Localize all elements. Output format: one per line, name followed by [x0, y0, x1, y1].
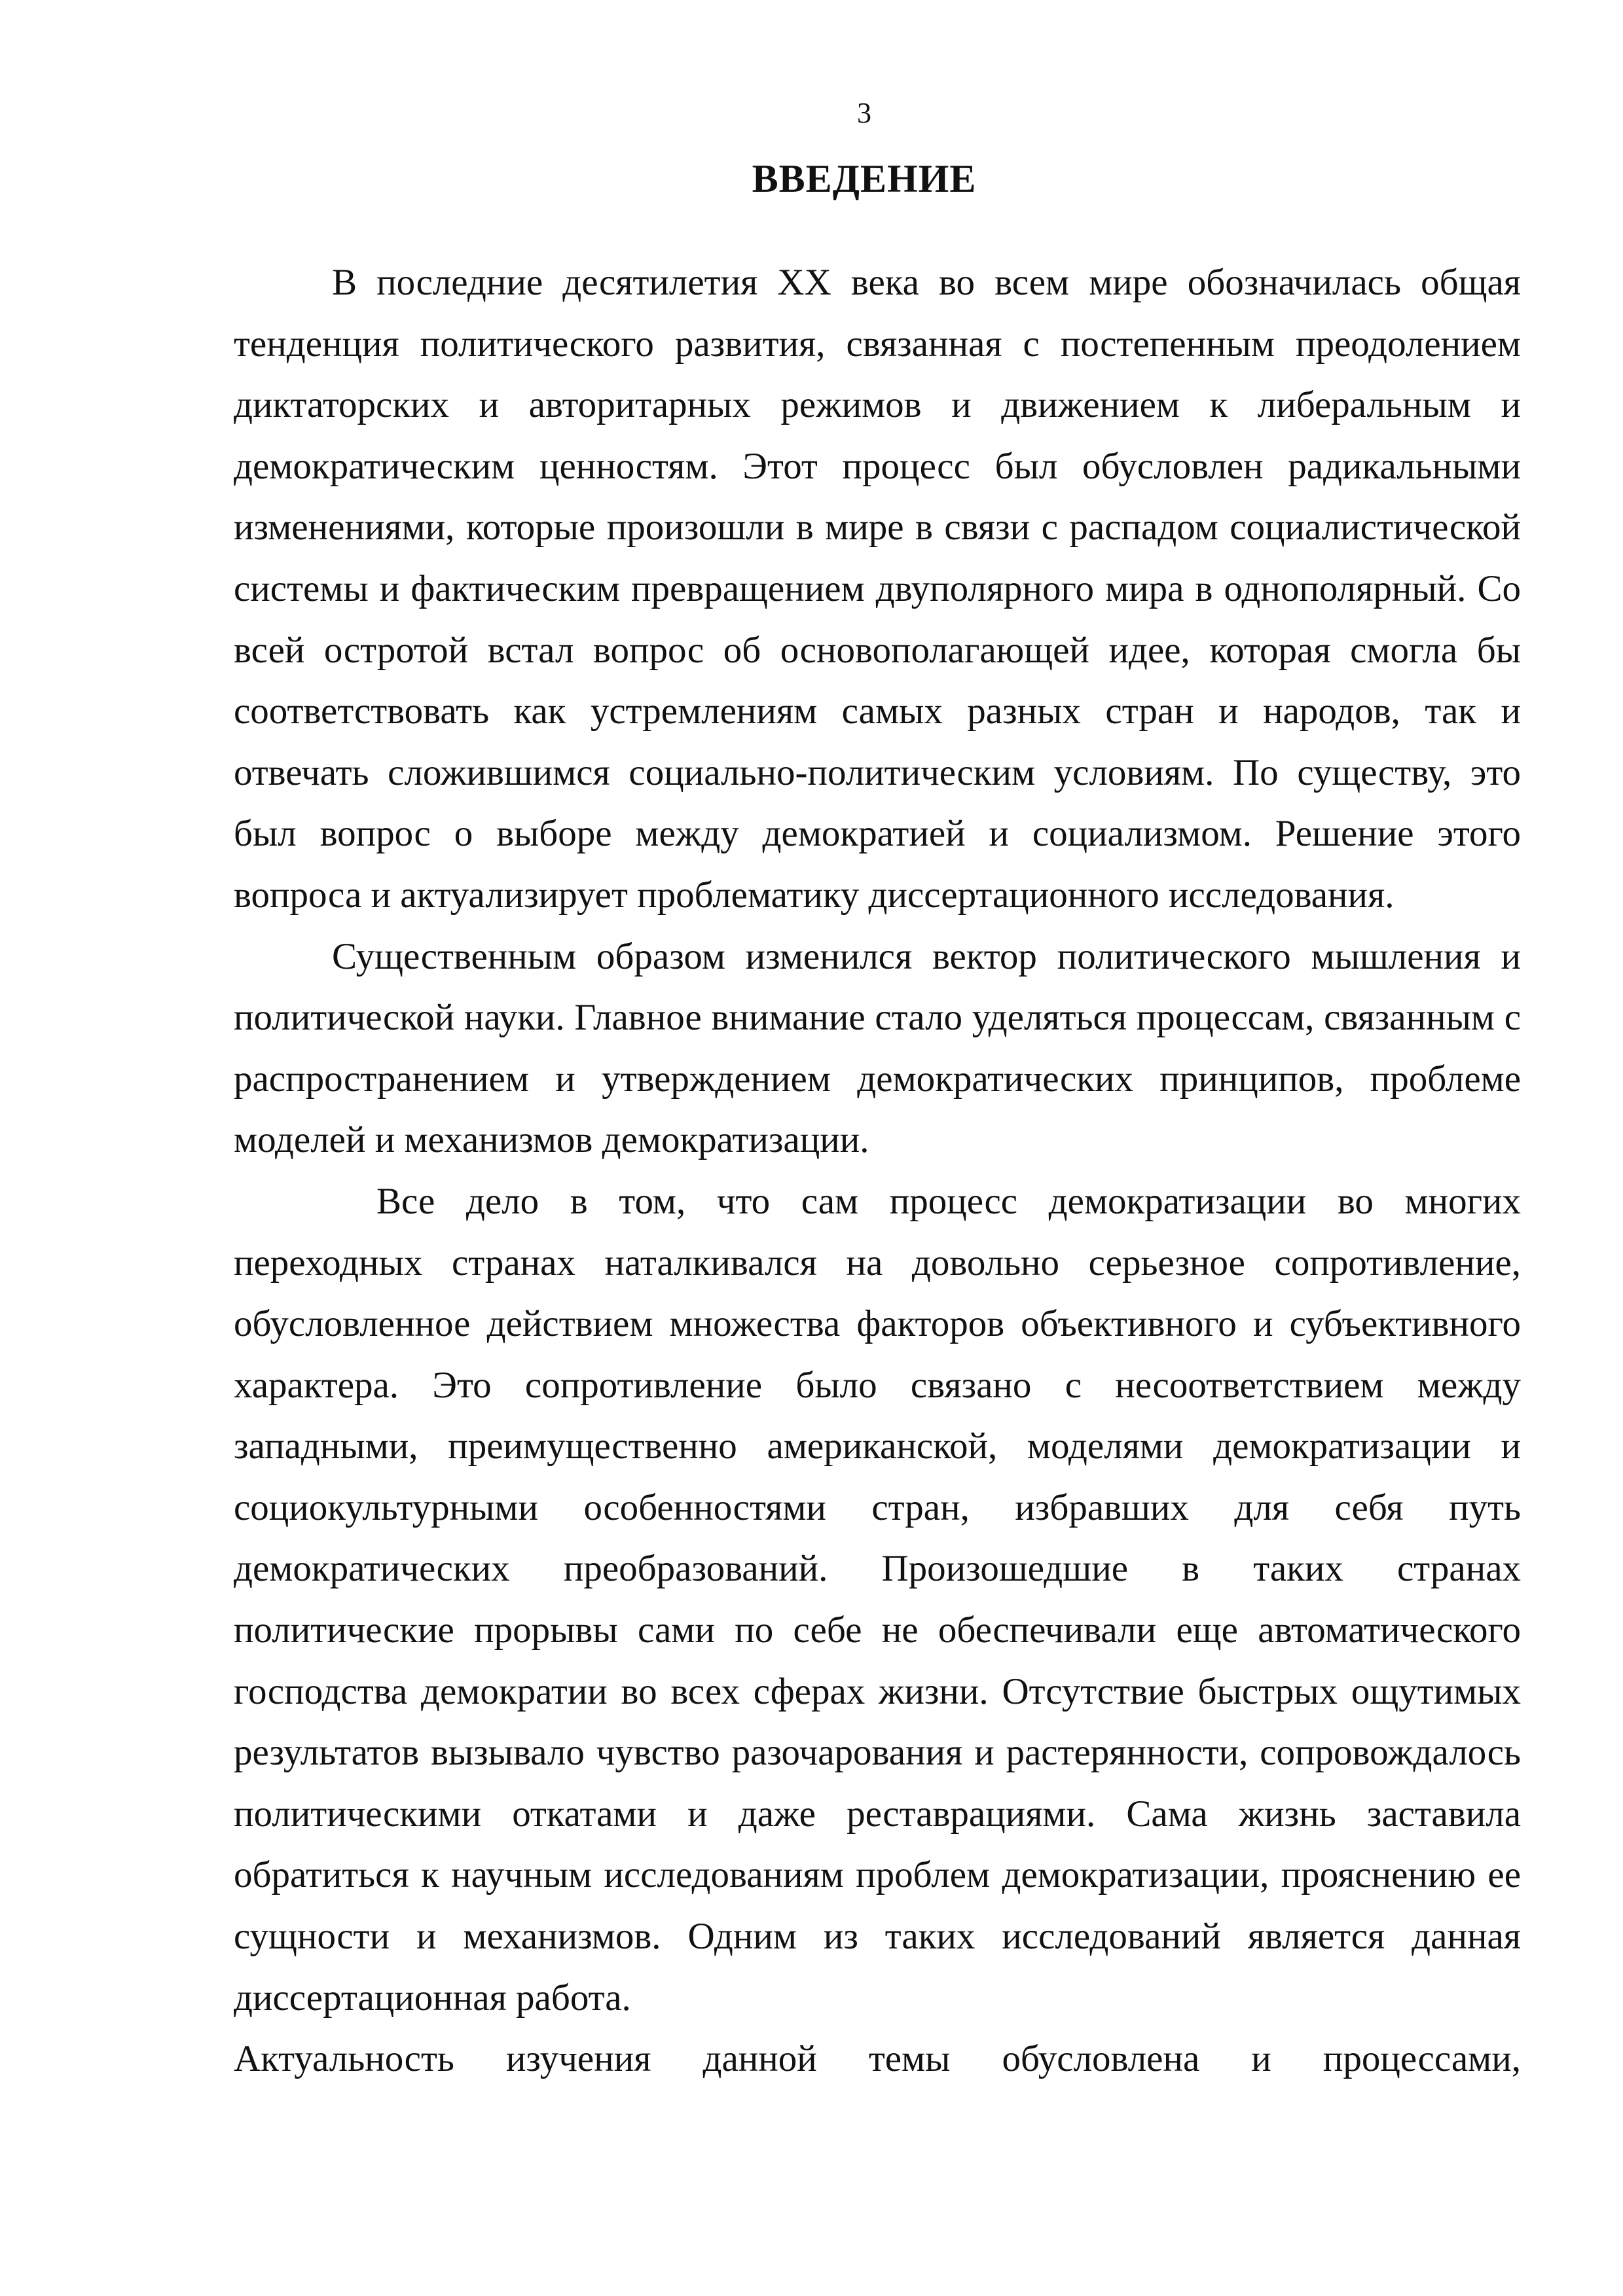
paragraph-relevance: Актуальность изучения данной темы обусловлена и процессами,: [234, 2038, 1521, 2080]
page-number: 3: [857, 97, 871, 129]
paragraph-vector: Существенным образом изменился вектор политического мышления и политической науки. Главное внимание стало уделяться процессам, связанным с распространением и утверждением демократических принципов, проблеме моделей и механизмов демократизации.: [234, 935, 1521, 1161]
body-text: [234, 252, 1521, 2090]
paragraph-intro: В последние десятилетия XX века во всем мире обозначилась общая тенденция политического развития, связанная с постепенным преодолением диктаторских и авторитарных режимов и движением к либеральным и демократическим ценностям. Этот процесс был обусловлен радикальными изменениями, которые произошли в мире в связи с распадом социалистической системы и фактическим превращением двуполярного мира в однополярный. Со всей остротой встал вопрос об основополагающей идее, которая смогла бы соответствовать как устремлениям самых разных стран и народов, так и отвечать сложившимся социально-политическим условиям. По существу, это был вопрос о выборе между демократией и социализмом. Решение этого вопроса и актуализирует проблематику диссертационного исследования.: [234, 262, 1521, 916]
paragraph-resistance: Все дело в том, что сам процесс демократизации во многих переходных странах наталкивался на довольно серьезное сопротивление, обусловленное действием множества факторов объективного и субъективного характера. Это сопротивление было связано с несоответствием между западными, преимущественно американской, моделями демократизации и социокультурными особенностями стран, избравших для себя путь демократических преобразований. Произошедшие в таких странах политические прорывы сами по себе не обеспечивали еще автоматического господства демократии во всех сферах жизни. Отсутствие быстрых ощутимых результатов вызывало чувство разочарования и растерянности, сопровождалось политическими откатами и даже реставрациями. Сама жизнь заставила обратиться к научным исследованиям проблем демократизации, прояснению ее сущности и механизмов. Одним из таких исследований является данная диссертационная работа.: [234, 1180, 1521, 2018]
section-heading: ВВЕДЕНИЕ: [752, 157, 977, 200]
